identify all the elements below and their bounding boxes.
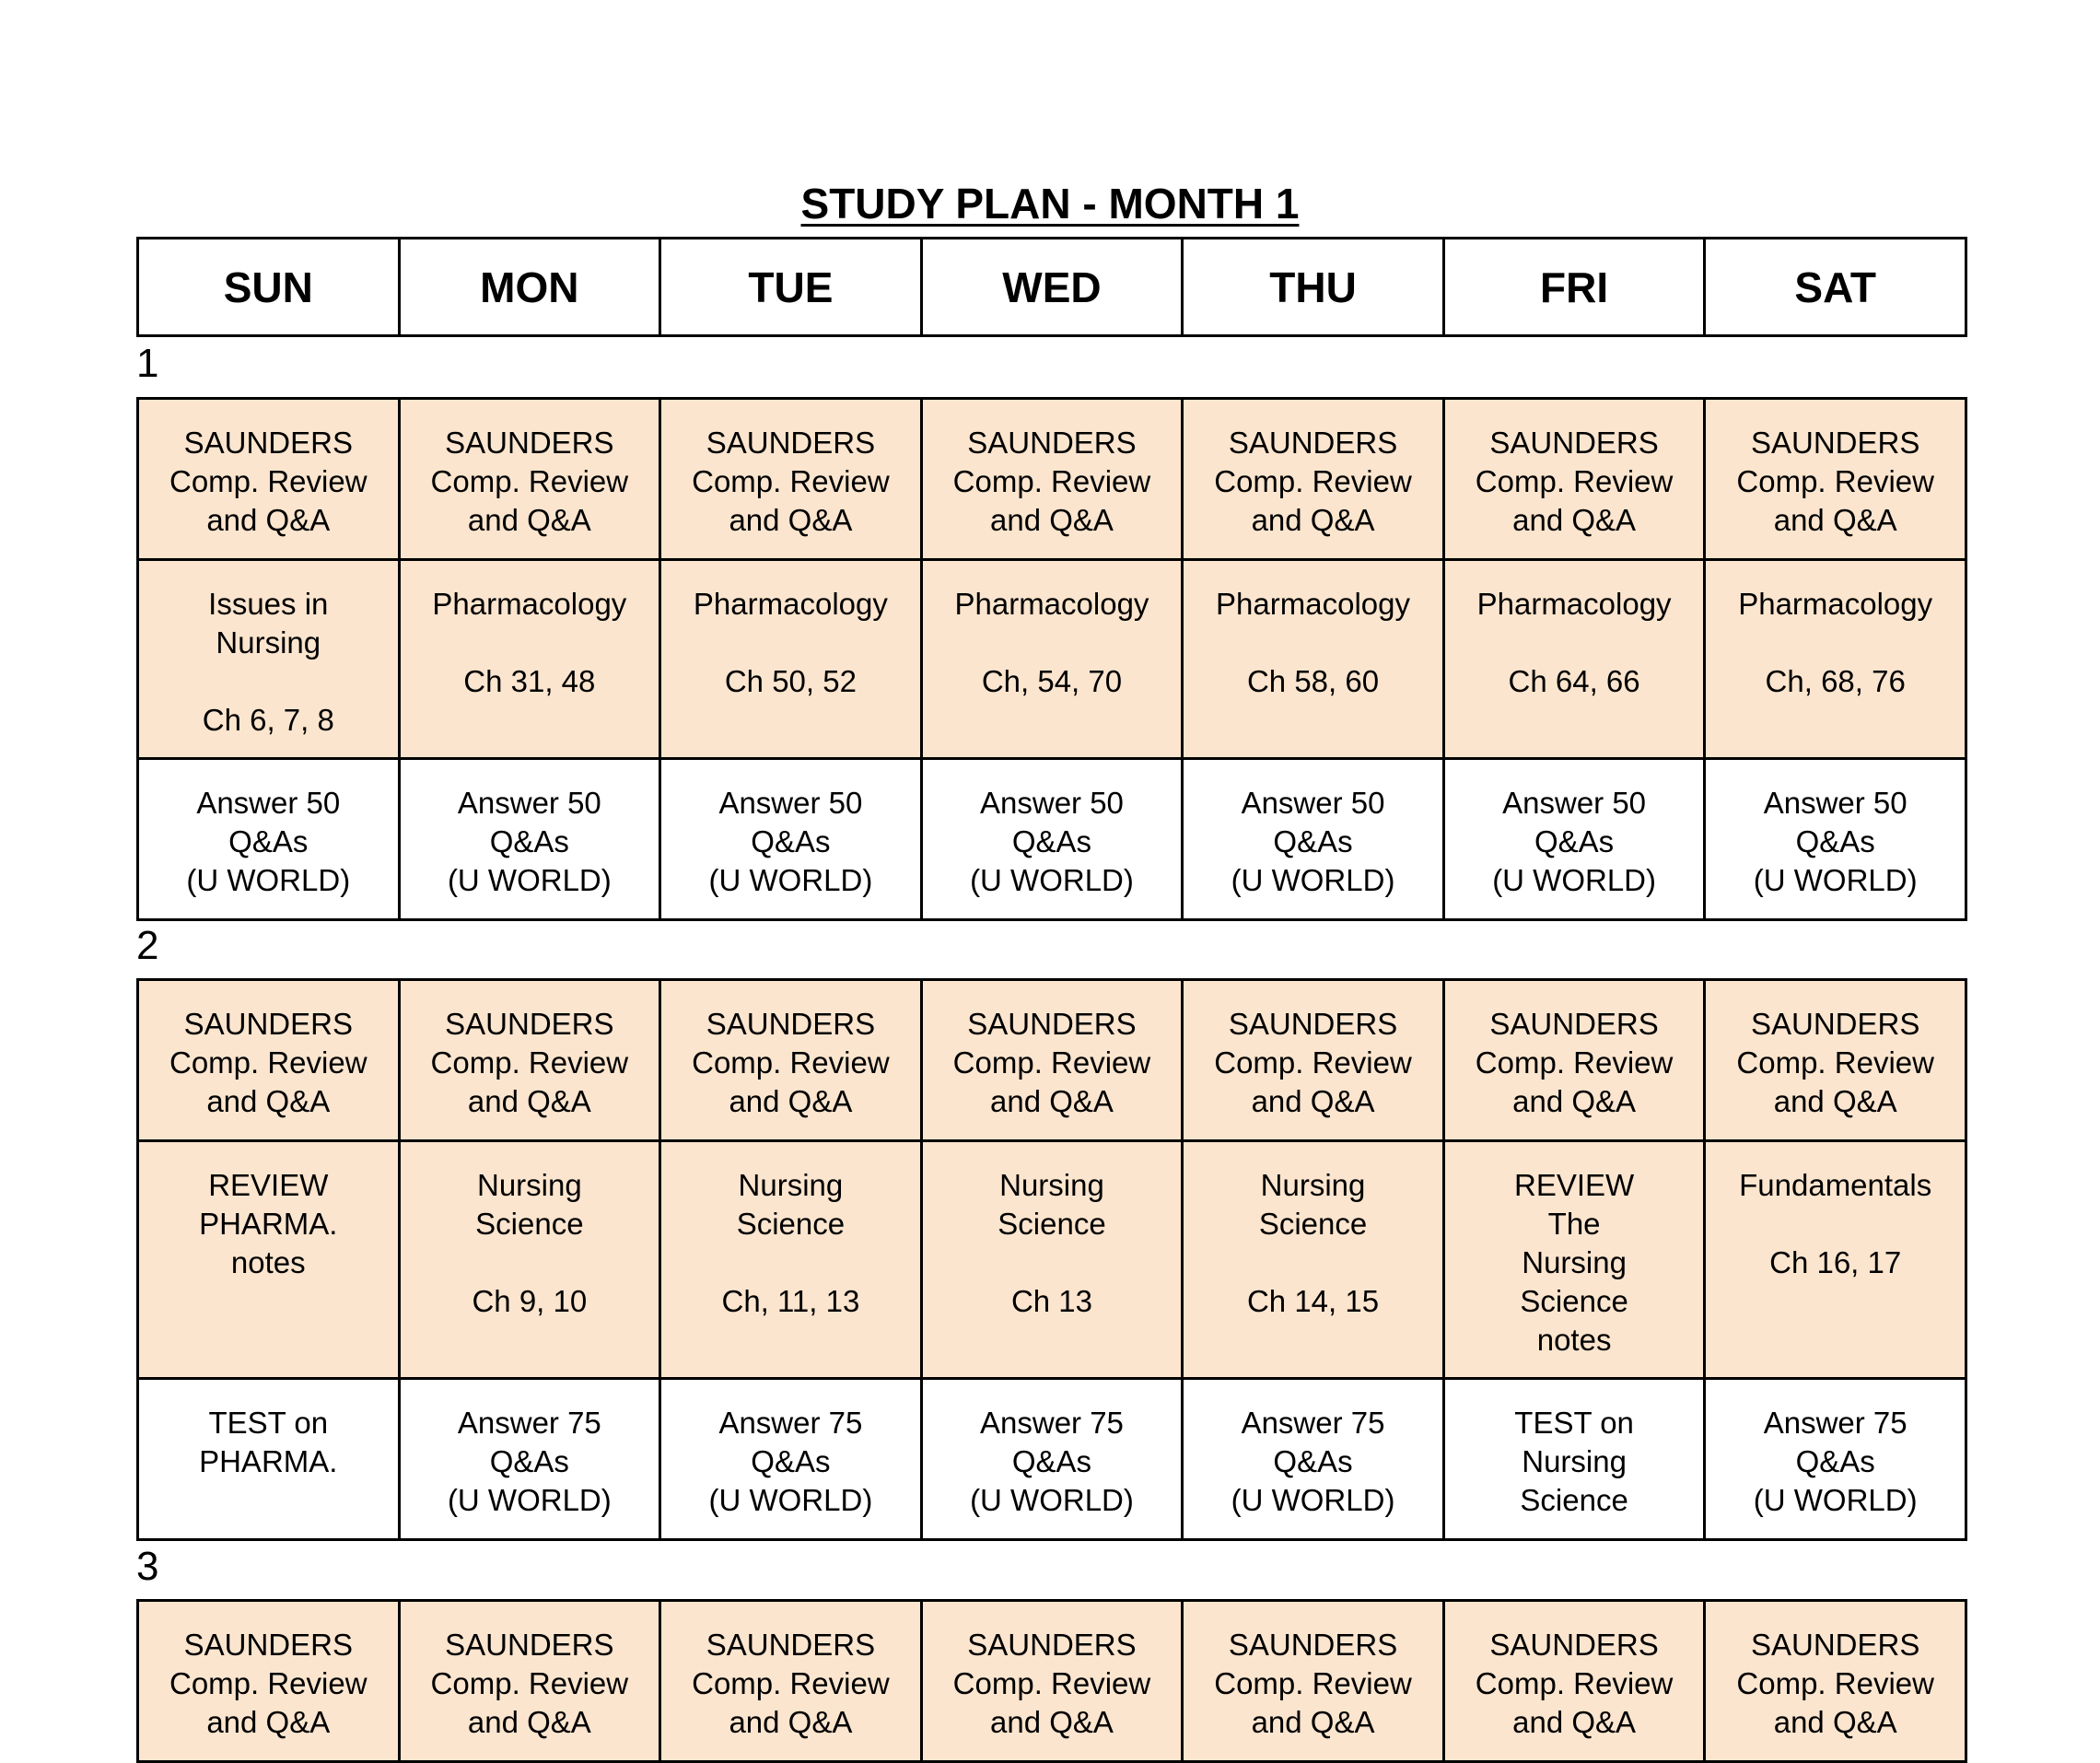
day-header-sun: SUN	[138, 239, 400, 336]
week-1-wed-review: SAUNDERS Comp. Review and Q&A	[921, 399, 1183, 560]
week-1-tue-topic: Pharmacology Ch 50, 52	[660, 560, 922, 759]
week-2-fri-review: SAUNDERS Comp. Review and Q&A	[1443, 980, 1705, 1141]
week-2-thu-practice: Answer 75 Q&As (U WORLD)	[1183, 1379, 1444, 1540]
week-2-thu-topic: Nursing Science Ch 14, 15	[1183, 1141, 1444, 1379]
day-header-fri: FRI	[1443, 239, 1705, 336]
week-1-tue-practice: Answer 50 Q&As (U WORLD)	[660, 759, 922, 920]
week-2-sat-practice: Answer 75 Q&As (U WORLD)	[1705, 1379, 1966, 1540]
week-1-sat-review: SAUNDERS Comp. Review and Q&A	[1705, 399, 1966, 560]
week-1-fri-review: SAUNDERS Comp. Review and Q&A	[1443, 399, 1705, 560]
week-2-sat-review: SAUNDERS Comp. Review and Q&A	[1705, 980, 1966, 1141]
week-2-table	[136, 978, 1967, 1541]
week-3-table	[136, 1599, 1967, 1763]
week-2-tue-topic: Nursing Science Ch, 11, 13	[660, 1141, 922, 1379]
week-1-wed-practice: Answer 50 Q&As (U WORLD)	[921, 759, 1183, 920]
week-2-wed-review: SAUNDERS Comp. Review and Q&A	[921, 980, 1183, 1141]
week-2-tue-practice: Answer 75 Q&As (U WORLD)	[660, 1379, 922, 1540]
week-1-fri-practice: Answer 50 Q&As (U WORLD)	[1443, 759, 1705, 920]
week-2-mon-practice: Answer 75 Q&As (U WORLD)	[399, 1379, 660, 1540]
week-1-sun-topic: Issues in Nursing Ch 6, 7, 8	[138, 560, 400, 759]
week-3-sat-review: SAUNDERS Comp. Review and Q&A	[1705, 1601, 1966, 1762]
week-1-wed-topic: Pharmacology Ch, 54, 70	[921, 560, 1183, 759]
week-2-wed-topic: Nursing Science Ch 13	[921, 1141, 1183, 1379]
week-number-1: 1	[136, 341, 159, 386]
week-2-mon-topic: Nursing Science Ch 9, 10	[399, 1141, 660, 1379]
week-1-thu-practice: Answer 50 Q&As (U WORLD)	[1183, 759, 1444, 920]
week-1-sun-practice: Answer 50 Q&As (U WORLD)	[138, 759, 400, 920]
week-number-2: 2	[136, 923, 159, 968]
day-header-sat: SAT	[1705, 239, 1966, 336]
week-2-thu-review: SAUNDERS Comp. Review and Q&A	[1183, 980, 1444, 1141]
week-1-sun-review: SAUNDERS Comp. Review and Q&A	[138, 399, 400, 560]
week-1-row-practice	[138, 759, 1966, 920]
week-2-sat-topic: Fundamentals Ch 16, 17	[1705, 1141, 1966, 1379]
day-header-thu: THU	[1183, 239, 1444, 336]
week-2-row-practice	[138, 1379, 1966, 1540]
week-3-sun-review: SAUNDERS Comp. Review and Q&A	[138, 1601, 400, 1762]
week-3-fri-review: SAUNDERS Comp. Review and Q&A	[1443, 1601, 1705, 1762]
day-header-wed: WED	[921, 239, 1183, 336]
week-1-fri-topic: Pharmacology Ch 64, 66	[1443, 560, 1705, 759]
day-header-mon: MON	[399, 239, 660, 336]
week-1-thu-review: SAUNDERS Comp. Review and Q&A	[1183, 399, 1444, 560]
week-number-3: 3	[136, 1544, 159, 1589]
week-2-fri-topic: REVIEW The Nursing Science notes	[1443, 1141, 1705, 1379]
week-3-mon-review: SAUNDERS Comp. Review and Q&A	[399, 1601, 660, 1762]
week-2-fri-practice: TEST on Nursing Science	[1443, 1379, 1705, 1540]
week-1-row-topic	[138, 560, 1966, 759]
week-3-wed-review: SAUNDERS Comp. Review and Q&A	[921, 1601, 1183, 1762]
week-2-mon-review: SAUNDERS Comp. Review and Q&A	[399, 980, 660, 1141]
day-header-tue: TUE	[660, 239, 922, 336]
week-1-tue-review: SAUNDERS Comp. Review and Q&A	[660, 399, 922, 560]
week-2-sun-practice: TEST on PHARMA.	[138, 1379, 400, 1540]
week-2-sun-topic: REVIEW PHARMA. notes	[138, 1141, 400, 1379]
week-3-thu-review: SAUNDERS Comp. Review and Q&A	[1183, 1601, 1444, 1762]
week-1-row-review	[138, 399, 1966, 560]
week-2-row-topic	[138, 1141, 1966, 1379]
week-1-mon-review: SAUNDERS Comp. Review and Q&A	[399, 399, 660, 560]
day-header-row	[138, 239, 1966, 336]
day-header-table	[136, 237, 1967, 337]
week-1-mon-practice: Answer 50 Q&As (U WORLD)	[399, 759, 660, 920]
week-2-row-review	[138, 980, 1966, 1141]
week-1-sat-practice: Answer 50 Q&As (U WORLD)	[1705, 759, 1966, 920]
week-3-row-review	[138, 1601, 1966, 1762]
week-2-tue-review: SAUNDERS Comp. Review and Q&A	[660, 980, 922, 1141]
week-1-thu-topic: Pharmacology Ch 58, 60	[1183, 560, 1444, 759]
week-1-mon-topic: Pharmacology Ch 31, 48	[399, 560, 660, 759]
week-2-wed-practice: Answer 75 Q&As (U WORLD)	[921, 1379, 1183, 1540]
week-1-sat-topic: Pharmacology Ch, 68, 76	[1705, 560, 1966, 759]
week-1-table	[136, 397, 1967, 921]
week-3-tue-review: SAUNDERS Comp. Review and Q&A	[660, 1601, 922, 1762]
page-title: STUDY PLAN - MONTH 1	[800, 180, 1300, 228]
week-2-sun-review: SAUNDERS Comp. Review and Q&A	[138, 980, 400, 1141]
